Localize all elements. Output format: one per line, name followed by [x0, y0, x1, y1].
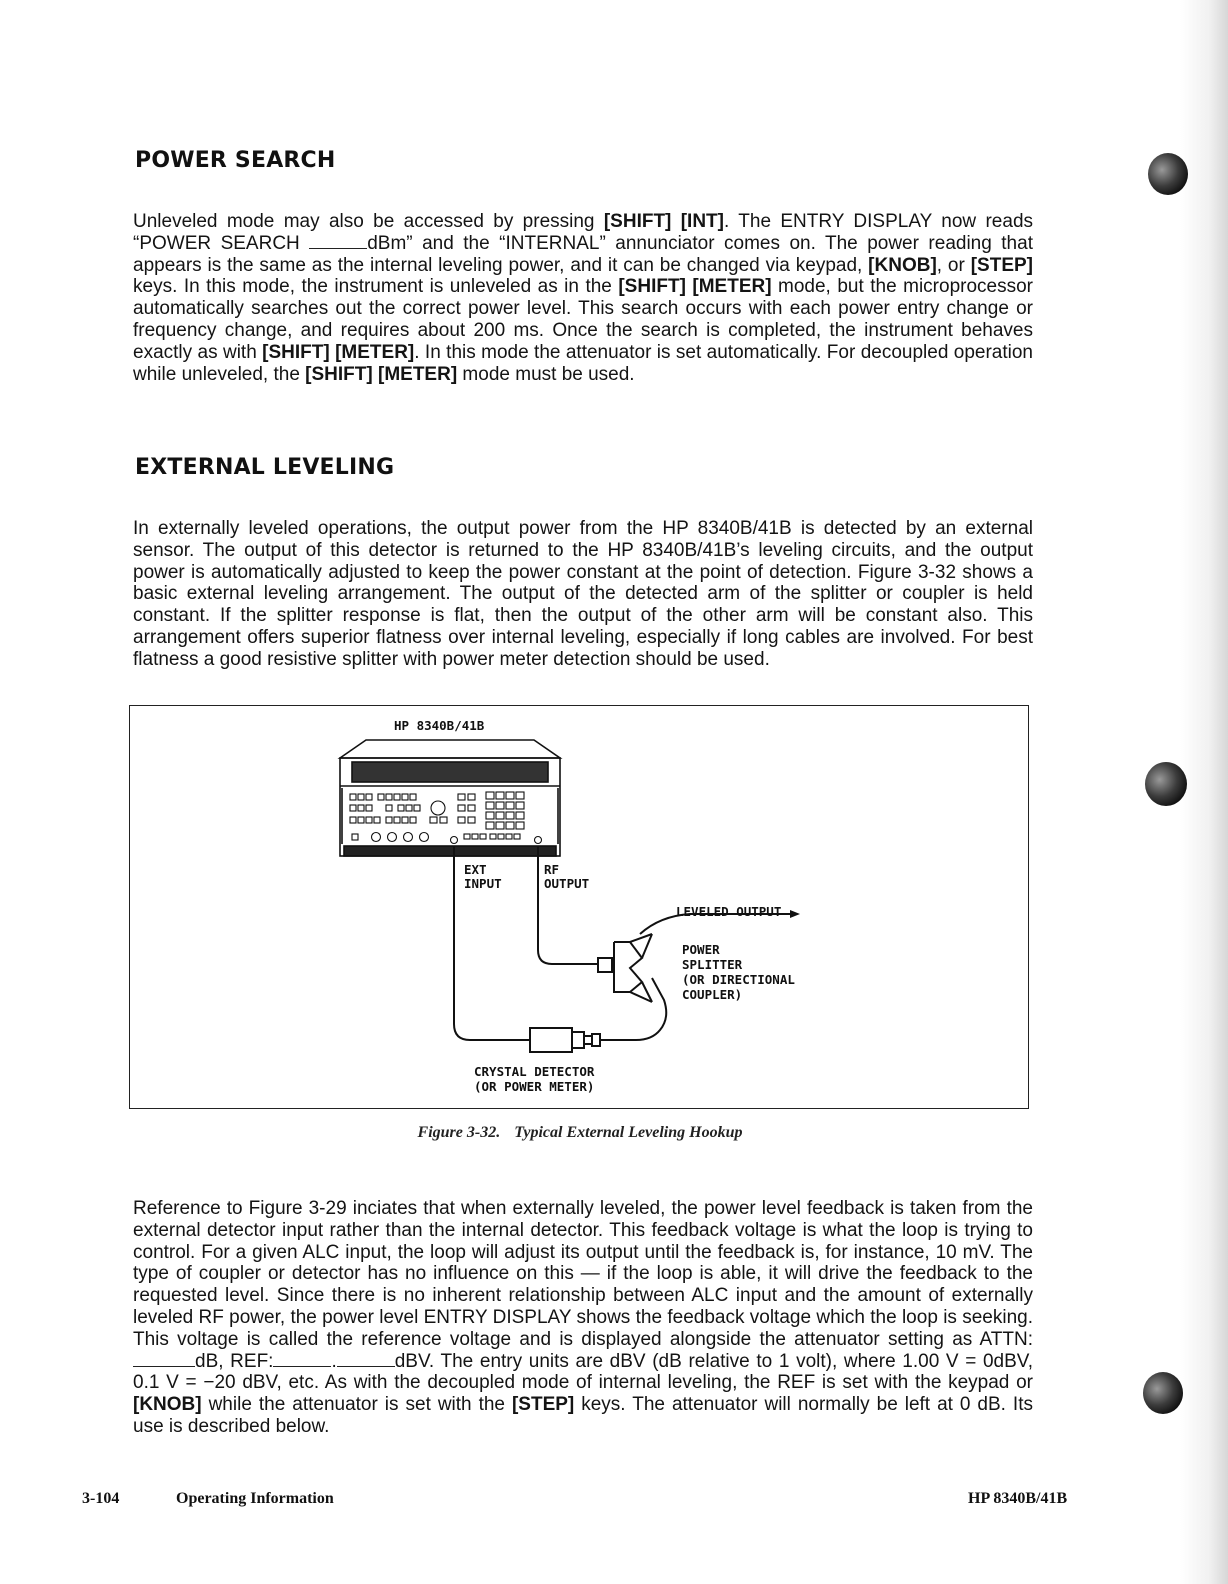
detector-label: (OR POWER METER) [474, 1079, 595, 1094]
key-shift-meter: [SHIFT] [METER] [305, 363, 458, 385]
text: . The ENTRY DISPLAY now reads “POWER SEARCH [133, 211, 1034, 254]
figure-3-32-diagram [129, 705, 1029, 1109]
text: mode must be used. [457, 363, 635, 385]
key-shift-int: [SHIFT] [INT] [603, 211, 724, 232]
rf-output-label: RF [544, 862, 560, 877]
signal-generator-icon [340, 740, 560, 856]
power-search-heading: POWER SEARCH [135, 148, 336, 173]
text: dB, REF: [195, 1350, 274, 1372]
external-leveling-heading: EXTERNAL LEVELING [135, 455, 395, 480]
binder-hole-3 [1143, 1372, 1183, 1414]
key-knob: [KNOB] [133, 1394, 202, 1416]
detector-label: CRYSTAL DETECTOR [474, 1064, 595, 1079]
text: dBV. The entry units are dBV (dB relative to 1 volt), where 1.00 V = 0dBV, 0.1 V = −20 dBV, etc. As with the decoupled mode of internal leveling, the REF is set with the keypad or [133, 1350, 1034, 1394]
blank-field [273, 1351, 331, 1367]
text: while the attenuator is set with the [201, 1394, 512, 1416]
key-shift-meter: [SHIFT] [METER] [262, 341, 415, 363]
blank-field [337, 1351, 395, 1367]
figure-number: Figure 3-32. [417, 1124, 501, 1141]
binder-hole-2 [1145, 762, 1187, 806]
power-splitter-icon [598, 934, 652, 1002]
key-step: [STEP] [970, 254, 1033, 276]
crystal-detector-icon [530, 1028, 600, 1052]
figure-caption [0, 1124, 1160, 1142]
splitter-label: COUPLER) [682, 987, 743, 1002]
page-number: 3-104 [82, 1490, 120, 1507]
text: dBm” and the “INTERNAL” annunciator comes on. The power reading that appears is the same as the internal leveling power, and it can be changed via keypad, [133, 232, 1033, 276]
splitter-label: (OR DIRECTIONAL [682, 972, 795, 987]
ext-input-label: EXT [464, 862, 487, 877]
blank-field [133, 1351, 195, 1367]
text: Unleveled mode may also be accessed by pressing [133, 211, 604, 232]
key-step: [STEP] [511, 1394, 575, 1416]
key-shift-meter: [SHIFT] [METER] [618, 276, 772, 298]
figure-title: Typical External Leveling Hookup [514, 1124, 743, 1141]
power-search-paragraph [133, 211, 1033, 385]
external-leveling-paragraph: In externally leveled operations, the output power from the HP 8340B/41B is detected by an external sensor. The output of this detector is returned to the HP 8340B/41B’s leveling circuits, and the output power is automatically adjusted to keep the power constant at the point of detection. Figure 3-32 shows a basic external leveling arrangement. The output of the detected arm of the splitter or coupler is held constant. If the splitter response is flat, then the output of the other arm will be constant also. This arrangement offers superior flatness over internal leveling, especially if long cables are involved. For best flatness a good resistive splitter with power meter detection should be used. [133, 518, 1033, 670]
text: mode, but the microprocessor automatically searches out the correct power level. This search occurs with each power entry change or frequency change, and requires about 200 ms. Once the search is completed, the instrument behaves exactly as with [133, 276, 1033, 363]
leveled-output-label: LEVELED OUTPUT [676, 904, 782, 919]
binder-hole-1 [1148, 153, 1188, 195]
blank-field [309, 233, 367, 249]
text: keys. The attenuator will normally be left at 0 dB. Its use is described below. [133, 1394, 1033, 1437]
footer-section: Operating Information [176, 1490, 334, 1507]
text: , or [936, 254, 971, 276]
splitter-label: SPLITTER [682, 957, 743, 972]
rf-output-label: OUTPUT [544, 876, 590, 891]
text: keys. In this mode, the instrument is unleveled as in the [133, 276, 619, 298]
splitter-label: POWER [682, 942, 720, 957]
arrow-icon [790, 910, 800, 918]
key-knob: [KNOB] [868, 254, 937, 276]
text: Reference to Figure 3-29 inciates that when externally leveled, the power level feedback is taken from the external detector input rather than the internal detector. This feedback voltage is what the loop is trying to control. For a given ALC input, the loop will adjust its output until the feedback is, for instance, 10 mV. The type of coupler or detector has no influence on this — if the loop is able, it will drive the feedback to the requested level. Since there is no inherent relationship between ALC input and the amount of externally leveled RF power, the power level ENTRY DISPLAY shows the feedback voltage which the loop is seeking. This voltage is called the reference voltage and is displayed alongside the attenuator setting as ATTN: [133, 1198, 1033, 1350]
reference-paragraph [133, 1198, 1033, 1438]
text: . In this mode the attenuator is set automatically. For decoupled operation while unleveled, the [133, 341, 1034, 385]
instrument-label: HP 8340B/41B [394, 718, 485, 733]
ext-input-label: INPUT [464, 876, 502, 891]
footer-model: HP 8340B/41B [968, 1490, 1068, 1507]
page-edge-shadow [1180, 0, 1228, 1584]
hookup-diagram [130, 706, 1028, 1108]
text: . [331, 1350, 337, 1372]
